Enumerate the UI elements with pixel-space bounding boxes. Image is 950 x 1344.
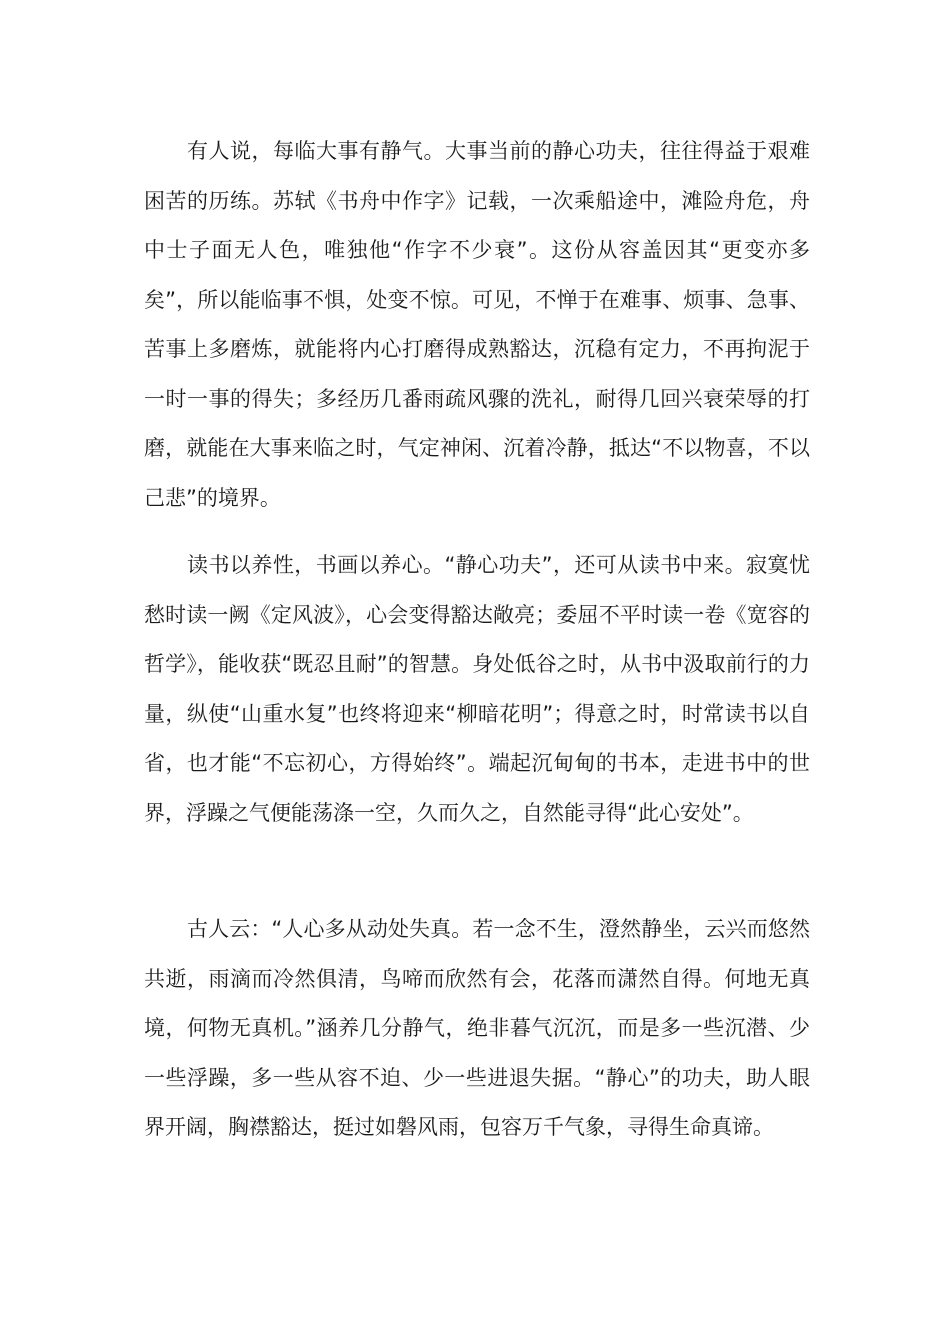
paragraph-3: 古人云：“人心多从动处失真。若一念不生，澄然静坐，云兴而悠然共逝，雨滴而冷然俱清，鸟啼而欣然有会，花落而潇然自得。何地无真境，何物无真机。”涵养几分静气，绝非暮气沉沉，而是多一些沉潜、少一些浮躁，多一些从容不迫、少一些进退失据。“静心”的功夫，助人眼界开阔，胸襟豁达，挺过如磐风雨，包容万千气象，寻得生命真谛。: [144, 917, 810, 1139]
paragraph-1: 有人说，每临大事有静气。大事当前的静心功夫，往往得益于艰难困苦的历练。苏轼《书舟中作字》记载，一次乘船途中，滩险舟危，舟中士子面无人色，唯独他“作字不少衰”。这份从容盖因其“更变亦多矣”，所以能临事不惧，处变不惊。可见，不惮于在难事、烦事、急事、苦事上多磨炼，就能将内心打磨得成熟豁达，沉稳有定力，不再拘泥于一时一事的得失；多经历几番雨疏风骤的洗礼，耐得几回兴衰荣辱的打磨，就能在大事来临之时，气定神闲、沉着冷静，抵达“不以物喜，不以己悲”的境界。: [144, 139, 810, 510]
paragraph-2: 读书以养性，书画以养心。“静心功夫”，还可从读书中来。寂寞忧愁时读一阙《定风波》，心会变得豁达敞亮；委屈不平时读一卷《宽容的哲学》，能收获“既忍且耐”的智慧。身处低谷之时，从书中汲取前行的力量，纵使“山重水复”也终将迎来“柳暗花明”；得意之时，时常读书以自省，也才能“不忘初心，方得始终”。端起沉甸甸的书本，走进书中的世界，浮躁之气便能荡涤一空，久而久之，自然能寻得“此心安处”。: [144, 553, 810, 825]
